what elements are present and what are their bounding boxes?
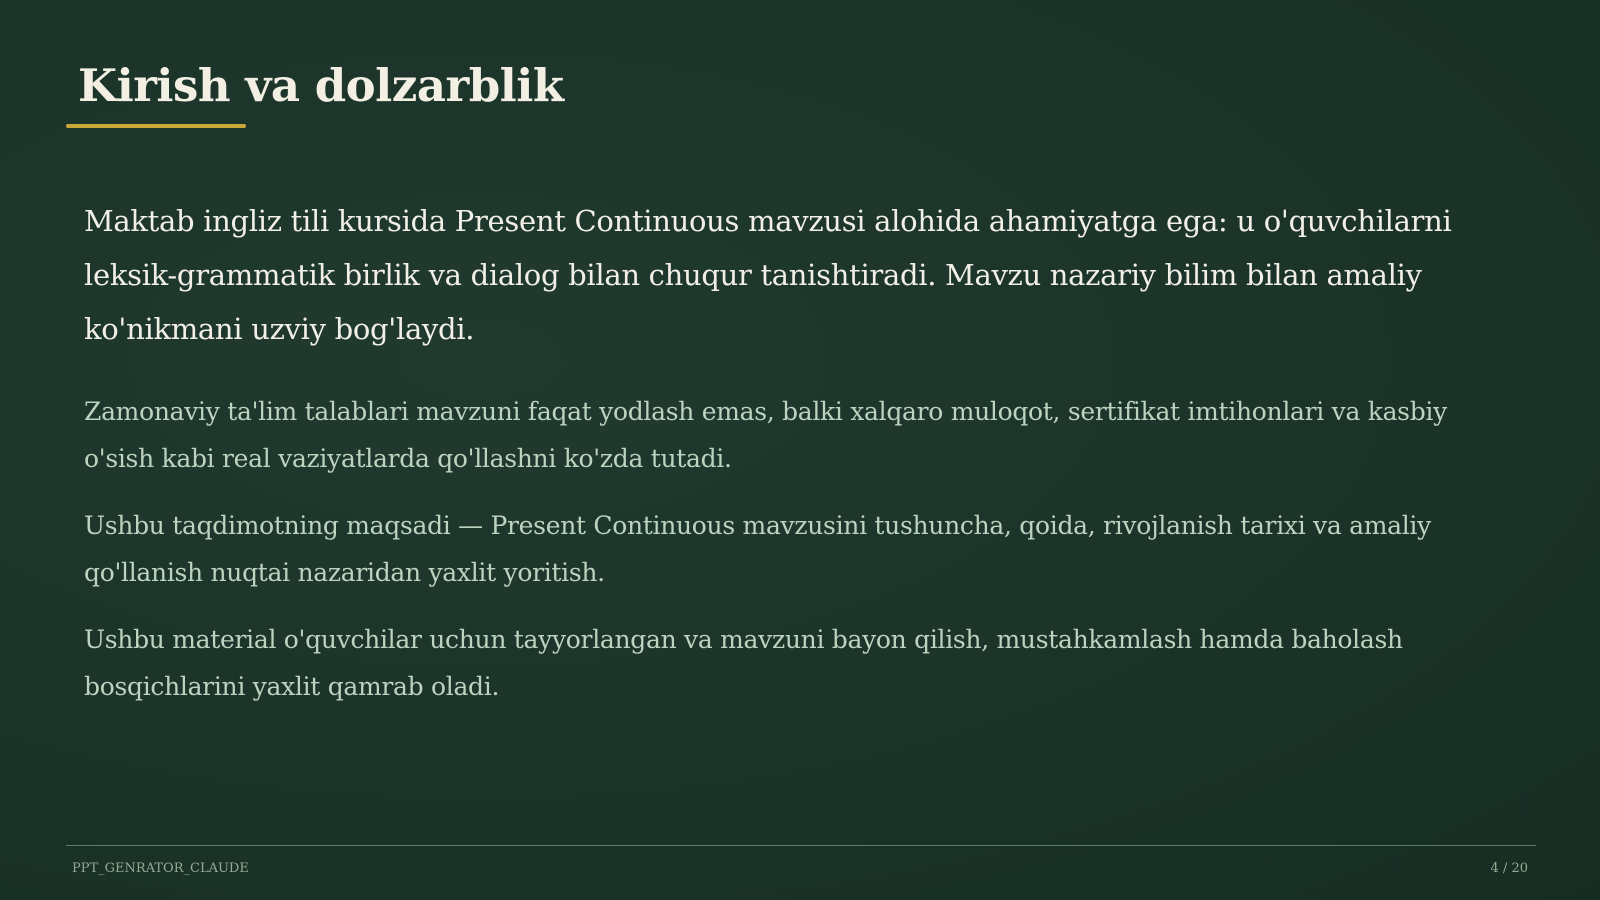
body-paragraph-1: Zamonaviy ta'lim talablari mavzuni faqat yodlash emas, balki xalqaro muloqot, sertifikat imtihonlari va kasbiy o'sish kabi real vaziyatlarda qo'llashni ko'zda tutadi.: [84, 397, 1447, 473]
body-paragraph-2: Ushbu taqdimotning maqsadi — Present Continuous mavzusini tushuncha, qoida, rivojlanish tarixi va amaliy qo'llanish nuqtai nazaridan yaxlit yoritish.: [84, 511, 1431, 587]
body-paragraph-3: Ushbu material o'quvchilar uchun tayyorlangan va mavzuni bayon qilish, mustahkamlash hamda baholash bosqichlarini yaxlit qamrab oladi.: [84, 625, 1403, 701]
slide-body: [84, 194, 1514, 730]
lead-paragraph: Maktab ingliz tili kursida Present Continuous mavzusi alohida ahamiyatga ega: u o'quvchilarni leksik-grammatik birlik va dialog bilan chuqur tanishtiradi. Mavzu nazariy bilim bilan amaliy ko'nikmani uzviy bog'laydi.: [84, 204, 1452, 346]
title-accent-underline: [66, 124, 246, 128]
footer-divider: [66, 845, 1536, 846]
slide-title: Kirish va dolzarblik: [78, 59, 564, 112]
page-indicator: 4 / 20: [1490, 861, 1528, 876]
footer-source-label: PPT_GENRATOR_CLAUDE: [72, 861, 249, 876]
